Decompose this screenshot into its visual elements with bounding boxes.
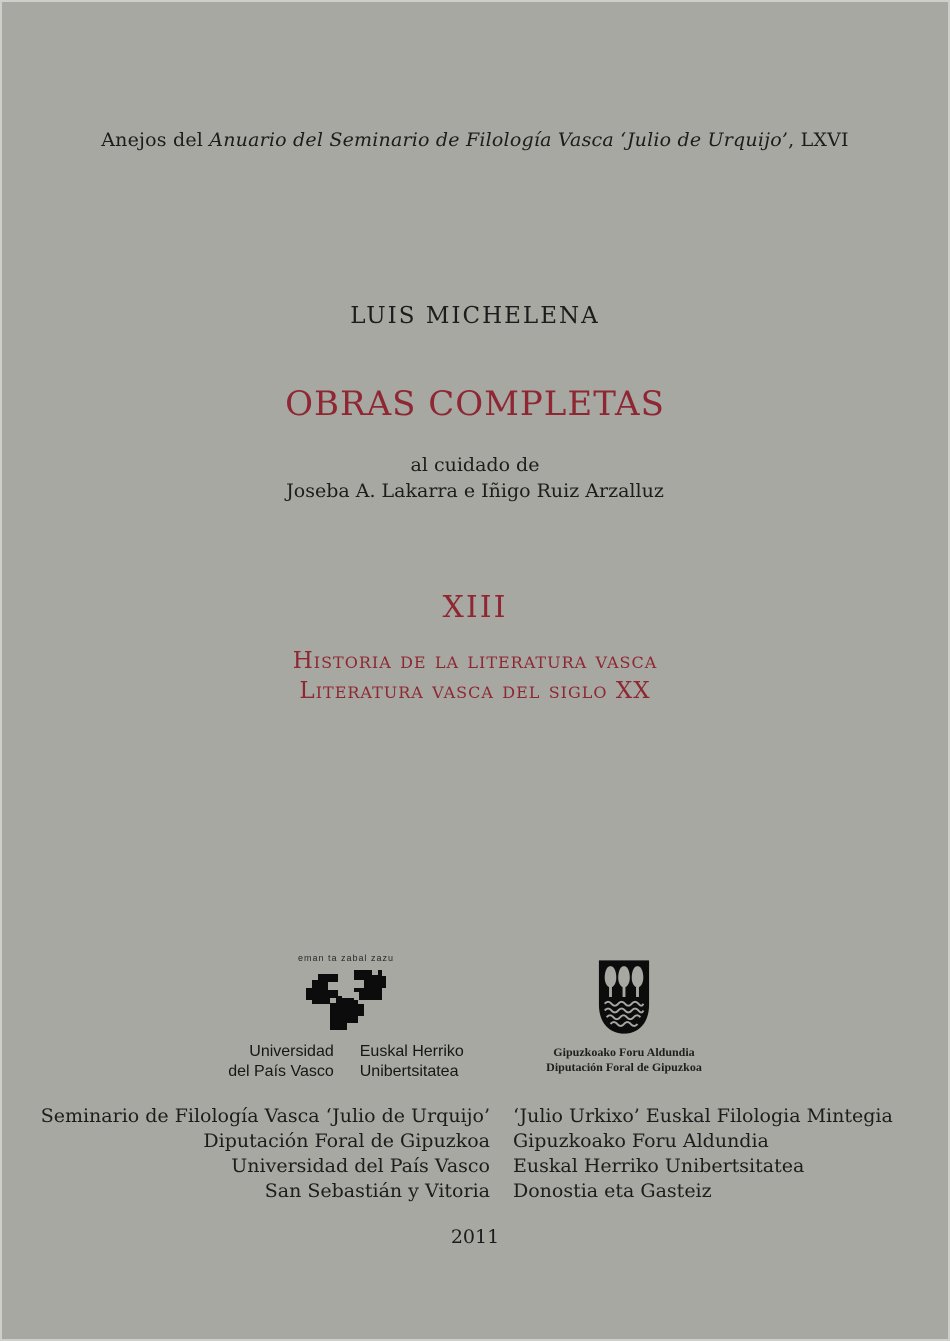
imprint-line: Donostia eta Gasteiz bbox=[513, 1180, 712, 1202]
imprint-basque-column bbox=[513, 1104, 950, 1204]
upv-ehu-logo-block bbox=[226, 953, 466, 1082]
upv-name-es-line1: Universidad bbox=[249, 1043, 334, 1060]
imprint-line: Euskal Herriko Unibertsitatea bbox=[513, 1155, 805, 1177]
gipuzkoa-coat-of-arms-icon bbox=[597, 958, 651, 1036]
editors-names: Joseba A. Lakarra e Iñigo Ruiz Arzalluz bbox=[286, 480, 664, 502]
volume-subtitle-block bbox=[0, 646, 950, 706]
volume-number: XIII bbox=[442, 590, 508, 625]
imprint-line: Diputación Foral de Gipuzkoa bbox=[203, 1130, 490, 1152]
author-name: LUIS MICHELENA bbox=[350, 303, 600, 329]
imprint-line: Gipuzkoako Foru Aldundia bbox=[513, 1130, 769, 1152]
upv-name-eu-line2: Unibertsitatea bbox=[359, 1063, 459, 1080]
upv-name-spanish bbox=[228, 1042, 334, 1082]
upv-name-eu-line1: Euskal Herriko bbox=[359, 1043, 464, 1060]
gipuzkoa-names bbox=[535, 1045, 713, 1075]
volume-subtitle-2: Literatura vasca del siglo XX bbox=[299, 678, 651, 704]
upv-name-es-line2: del País Vasco bbox=[228, 1063, 334, 1080]
editors-block bbox=[0, 452, 950, 504]
imprint-line: Universidad del País Vasco bbox=[231, 1155, 490, 1177]
imprint-block bbox=[0, 1104, 950, 1204]
gipuzkoa-logo-block bbox=[535, 958, 713, 1075]
series-line bbox=[0, 129, 950, 151]
volume-subtitle-1: Historia de la literatura vasca bbox=[292, 648, 658, 674]
publication-year: 2011 bbox=[450, 1226, 500, 1248]
imprint-line: ‘Julio Urkixo’ Euskal Filologia Mintegia bbox=[513, 1105, 893, 1127]
upv-ehu-tree-icon bbox=[302, 966, 390, 1038]
imprint-spanish-column bbox=[0, 1104, 490, 1204]
series-title: Anuario del Seminario de Filología Vasca ‘Julio de Urquijo’ bbox=[209, 129, 789, 151]
series-prefix: Anejos del bbox=[101, 129, 210, 151]
editors-intro: al cuidado de bbox=[410, 454, 540, 476]
gipuzkoa-name-spanish: Diputación Foral de Gipuzkoa bbox=[546, 1060, 702, 1074]
upv-name-basque bbox=[360, 1042, 464, 1082]
book-title: OBRAS COMPLETAS bbox=[285, 384, 665, 424]
imprint-line: San Sebastián y Vitoria bbox=[264, 1180, 490, 1202]
gipuzkoa-name-basque: Gipuzkoako Foru Aldundia bbox=[553, 1045, 695, 1059]
imprint-line: Seminario de Filología Vasca ‘Julio de Urquijo’ bbox=[40, 1105, 490, 1127]
upv-motto: eman ta zabal zazu bbox=[297, 953, 395, 963]
upv-names bbox=[226, 1042, 466, 1082]
series-number: , LXVI bbox=[788, 129, 849, 151]
